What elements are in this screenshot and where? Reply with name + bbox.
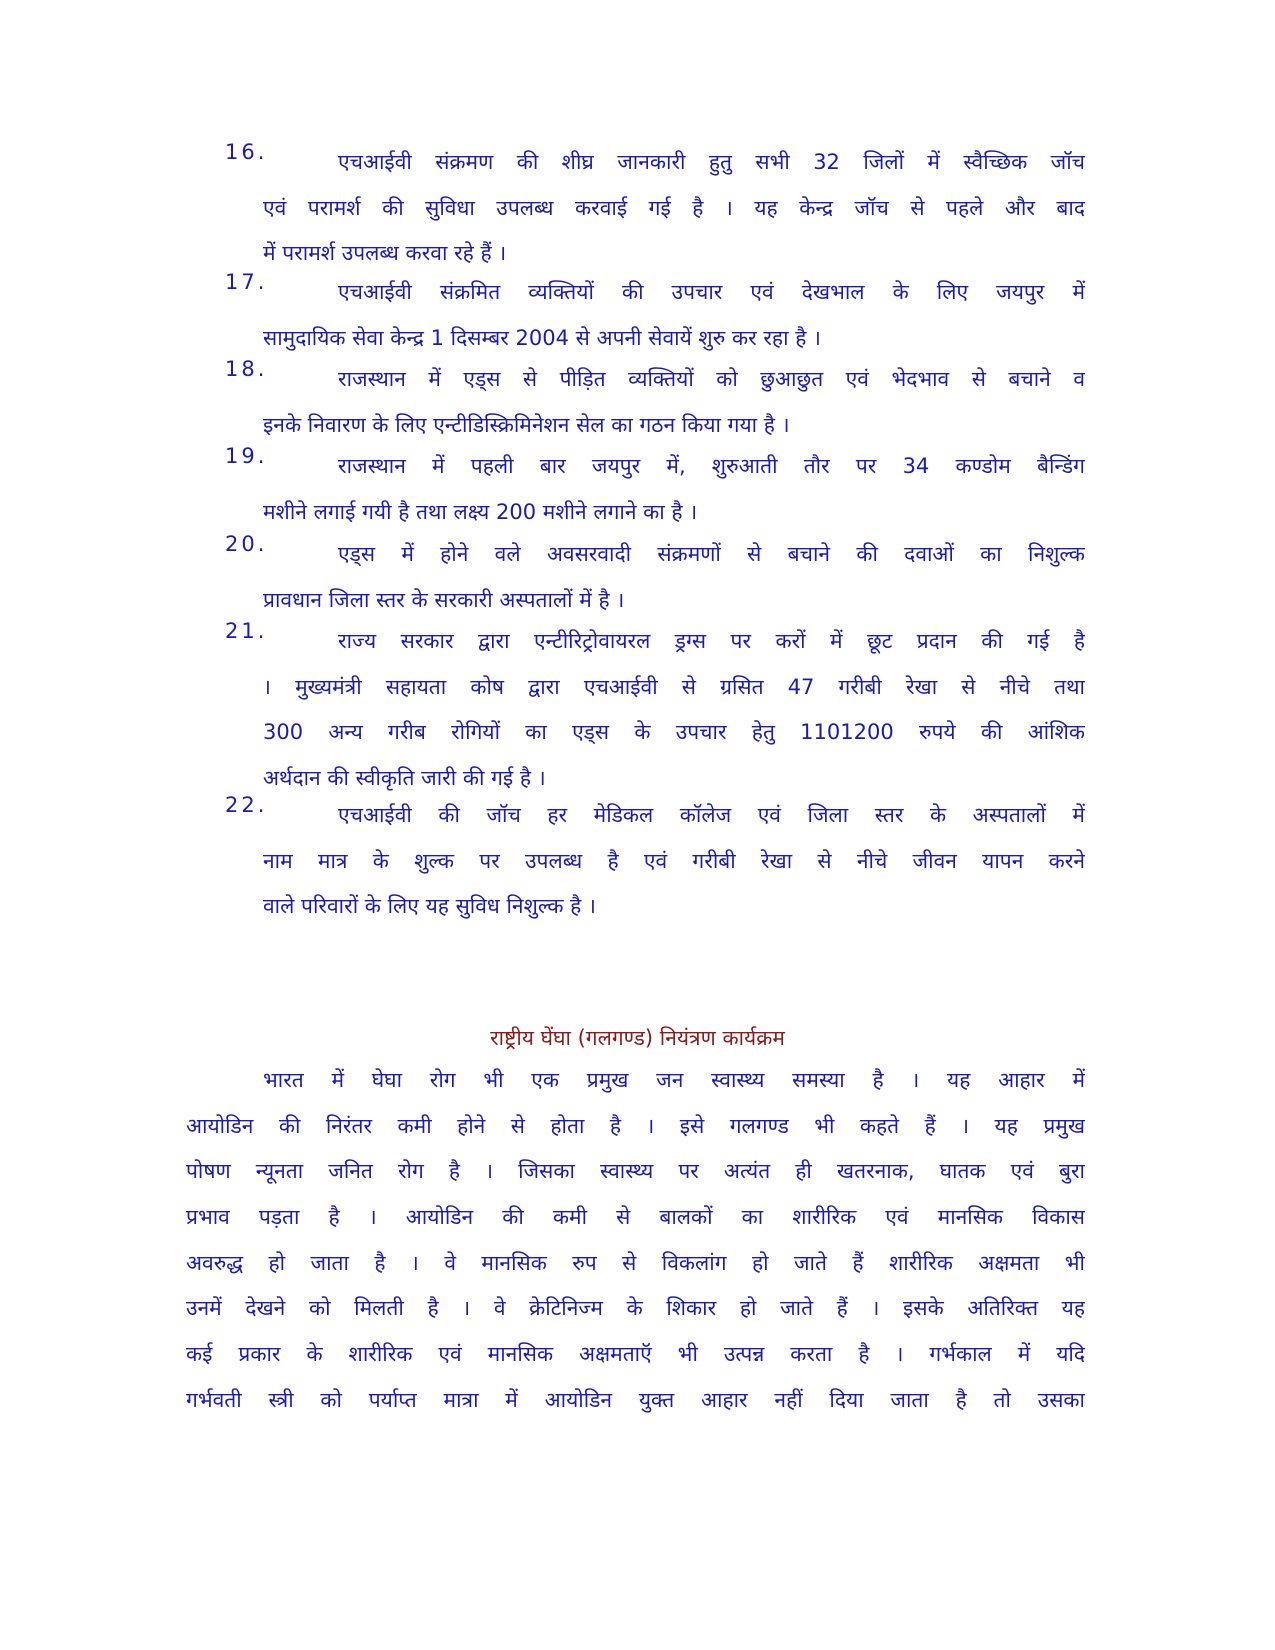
item-number: 18. [225, 357, 268, 381]
paragraph-line: प्रभाव पड़ता है । आयोडिन की कमी से बालकों का शारीरिक एवं मानसिक विकास [186, 1205, 1085, 1230]
item-line: 300 अन्य गरीब रोगियों का एड्स के उपचार हेतु 1101200 रुपये की आंशिक [263, 720, 1085, 744]
item-line: प्रावधान जिला स्तर के सरकारी अस्पतालों में है । [263, 587, 625, 612]
item-line: एड्स में होने वले अवसरवादी संक्रमणों से बचाने की दवाओं का निशुल्क [338, 542, 1085, 566]
paragraph-line: कई प्रकार के शारीरिक एवं मानसिक अक्षमताऍ भी उत्पन्न करता है । गर्भकाल में यदि [186, 1342, 1085, 1367]
section-paragraph [186, 1058, 1085, 1424]
item-number: 17. [225, 270, 268, 294]
item-line: राजस्थान में एड्स से पीड़ित व्यक्तियों को छुआछुत एवं भेदभाव से बचाने व [338, 367, 1085, 391]
item-line: में परामर्श उपलब्ध करवा रहे हैं । [263, 241, 507, 265]
item-line: सामुदायिक सेवा केन्द्र 1 दिसम्बर 2004 से अपनी सेवायें शुरु कर रहा है । [263, 325, 821, 350]
item-number: 22. [225, 793, 268, 817]
list-item-19 [225, 444, 1085, 535]
list-item-20 [225, 532, 1085, 623]
item-line: इनके निवारण के लिए एन्टीडिस्क्रिमिनेशन सेल का गठन किया गया है । [263, 412, 790, 437]
list-item-16 [225, 140, 1085, 277]
item-number: 16. [225, 140, 268, 164]
paragraph-line: गर्भवती स्त्री को पर्याप्त मात्रा में आयोडिन युक्त आहार नहीं दिया जाता है तो उसका [186, 1387, 1085, 1412]
paragraph-line: पोषण न्यूनता जनित रोग है । जिसका स्वास्थ्य पर अत्यंत ही खतरनाक, घातक एवं बुरा [186, 1159, 1085, 1184]
item-line: । मुख्यमंत्री सहायता कोष द्वारा एचआईवी से ग्रसित 47 गरीबी रेखा से नीचे तथा [263, 674, 1085, 699]
paragraph-line: अवरुद्ध हो जाता है । वे मानसिक रुप से विकलांग हो जाते हैं शारीरिक अक्षमता भी [186, 1250, 1085, 1275]
item-line: वाले परिवारों के लिए यह सुविध निशुल्क है । [263, 894, 596, 918]
item-line: अर्थदान की स्वीकृति जारी की गई है । [263, 765, 546, 790]
item-line: मशीने लगाई गयी है तथा लक्ष्य 200 मशीने लगाने का है । [263, 499, 698, 524]
list-item-18 [225, 357, 1085, 448]
item-line: नाम मात्र के शुल्क पर उपलब्ध है एवं गरीबी रेखा से नीचे जीवन यापन करने [263, 848, 1085, 873]
item-line: एचआईवी की जॉच हर मेडिकल कॉलेज एवं जिला स्तर के अस्पतालों में [338, 803, 1085, 827]
item-line: राजस्थान में पहली बार जयपुर में, शुरुआती तौर पर 34 कण्डोम बैन्डिंग [338, 454, 1085, 478]
item-line: राज्य सरकार द्वारा एन्टीरिट्रोवायरल ड्रग्स पर करों में छूट प्रदान की गई है [338, 629, 1085, 653]
item-number: 19. [225, 444, 268, 468]
item-line: एचआईवी संक्रमण की शीघ्र जानकारी हुतु सभी 32 जिलों में स्वैच्छिक जॉच [338, 150, 1085, 174]
list-item-17 [225, 270, 1085, 361]
paragraph-line: आयोडिन की निरंतर कमी होने से होता है । इसे गलगण्ड भी कहते हैं । यह प्रमुख [186, 1113, 1085, 1138]
paragraph-line: भारत में घेघा रोग भी एक प्रमुख जन स्वास्थ्य समस्या है । यह आहार में [263, 1068, 1085, 1092]
list-item-22 [225, 793, 1085, 930]
item-line: एचआईवी संक्रमित व्यक्तियों की उपचार एवं देखभाल के लिए जयपुर में [338, 280, 1085, 304]
list-item-21 [225, 619, 1085, 801]
item-number: 20. [225, 532, 268, 556]
section-heading: राष्ट्रीय घेंघा (गलगण्ड) नियंत्रण कार्यक्रम [490, 1026, 785, 1050]
item-line: एवं परामर्श की सुविधा उपलब्ध करवाई गई है । यह केन्द्र जॉच से पहले और बाद [263, 195, 1085, 220]
item-number: 21. [225, 619, 268, 643]
paragraph-line: उनमें देखने को मिलती है । वे क्रेटिनिज्म के शिकार हो जाते हैं । इसके अतिरिक्त यह [186, 1296, 1085, 1321]
